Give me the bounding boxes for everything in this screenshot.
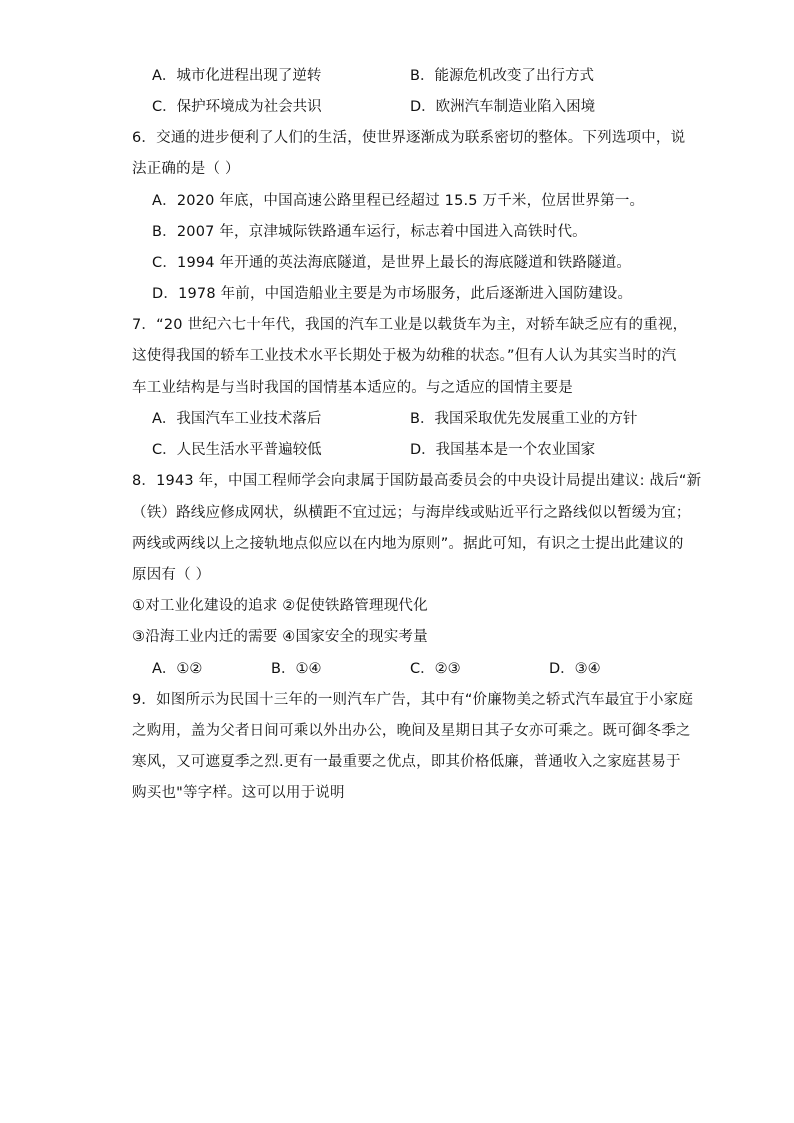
q9-stem-line-4: 购买也"等字样。这可以用于说明 (132, 785, 345, 801)
q5-option-b[interactable]: B．能源危机改变了出行方式 (410, 68, 594, 84)
q6-option-c[interactable]: C．1994 年开通的英法海底隧道，是世界上最长的海底隧道和铁路隧道。 (152, 255, 632, 271)
q7-stem-line-3: 车工业结构是与当时我国的国情基本适应的。与之适应的国情主要是 (132, 380, 573, 396)
q6-stem-line-1: 6．交通的进步便利了人们的生活，使世界逐渐成为联系密切的整体。下列选项中，说 (132, 130, 686, 146)
q8-option-a[interactable]: A．①② (152, 661, 203, 677)
q8-items-line-1: ①对工业化建设的追求 ②促使铁路管理现代化 (132, 598, 428, 614)
q6-option-b[interactable]: B．2007 年，京津城际铁路通车运行，标志着中国进入高铁时代。 (152, 224, 587, 240)
q6-option-a[interactable]: A．2020 年底，中国高速公路里程已经超过 15.5 万千米，位居世界第一。 (152, 193, 645, 209)
q8-stem-line-2: （铁）路线应修成网状，纵横距不宜过远；与海岸线或贴近平行之路线似以暂缓为宜； (132, 505, 691, 521)
q5-option-d[interactable]: D．欧洲汽车制造业陷入困境 (410, 99, 596, 115)
q7-option-a[interactable]: A．我国汽车工业技术落后 (152, 411, 322, 427)
q8-stem-line-1: 8．1943 年，中国工程师学会向隶属于国防最高委员会的中央设计局提出建议: 战后“新 (132, 473, 702, 489)
q7-option-c[interactable]: C．人民生活水平普遍较低 (152, 442, 322, 458)
q8-option-b[interactable]: B．①④ (271, 661, 322, 677)
q7-option-d[interactable]: D．我国基本是一个农业国家 (410, 442, 596, 458)
q7-option-b[interactable]: B．我国采取优先发展重工业的方针 (410, 411, 638, 427)
q7-stem-line-2: 这使得我国的轿车工业技术水平长期处于极为幼稚的状态。”但有人认为其实当时的汽 (132, 348, 677, 364)
q9-stem-line-3: 寒风，又可遮夏季之烈.更有一最重要之优点，即其价格低廉，普通收入之家庭甚易于 (132, 754, 681, 770)
q5-option-a[interactable]: A．城市化进程出现了逆转 (152, 68, 322, 84)
q9-stem-line-2: 之购用，盖为父者日间可乘以外出办公，晚间及星期日其子女亦可乘之。既可御冬季之 (132, 723, 691, 739)
q8-items-line-2: ③沿海工业内迁的需要 ④国家安全的现实考量 (132, 629, 428, 645)
q8-option-c[interactable]: C．②③ (410, 661, 461, 677)
q8-stem-line-4: 原因有（ ） (132, 567, 211, 583)
q6-stem-line-2: 法正确的是（ ） (132, 161, 240, 177)
q8-stem-line-3: 两线或两线以上之接轨地点似应以在内地为原则”。据此可知，有识之士提出此建议的 (132, 536, 684, 552)
q7-stem-line-1: 7．“20 世纪六七十年代，我国的汽车工业是以载货车为主，对轿车缺乏应有的重视， (132, 317, 688, 333)
q8-option-d[interactable]: D．③④ (549, 661, 601, 677)
q5-option-c[interactable]: C．保护环境成为社会共识 (152, 99, 322, 115)
q6-option-d[interactable]: D．1978 年前，中国造船业主要是为市场服务，此后逐渐进入国防建设。 (152, 286, 633, 302)
q9-stem-line-1: 9．如图所示为民国十三年的一则汽车广告，其中有“价廉物美之轿式汽车最宜于小家庭 (132, 692, 694, 708)
